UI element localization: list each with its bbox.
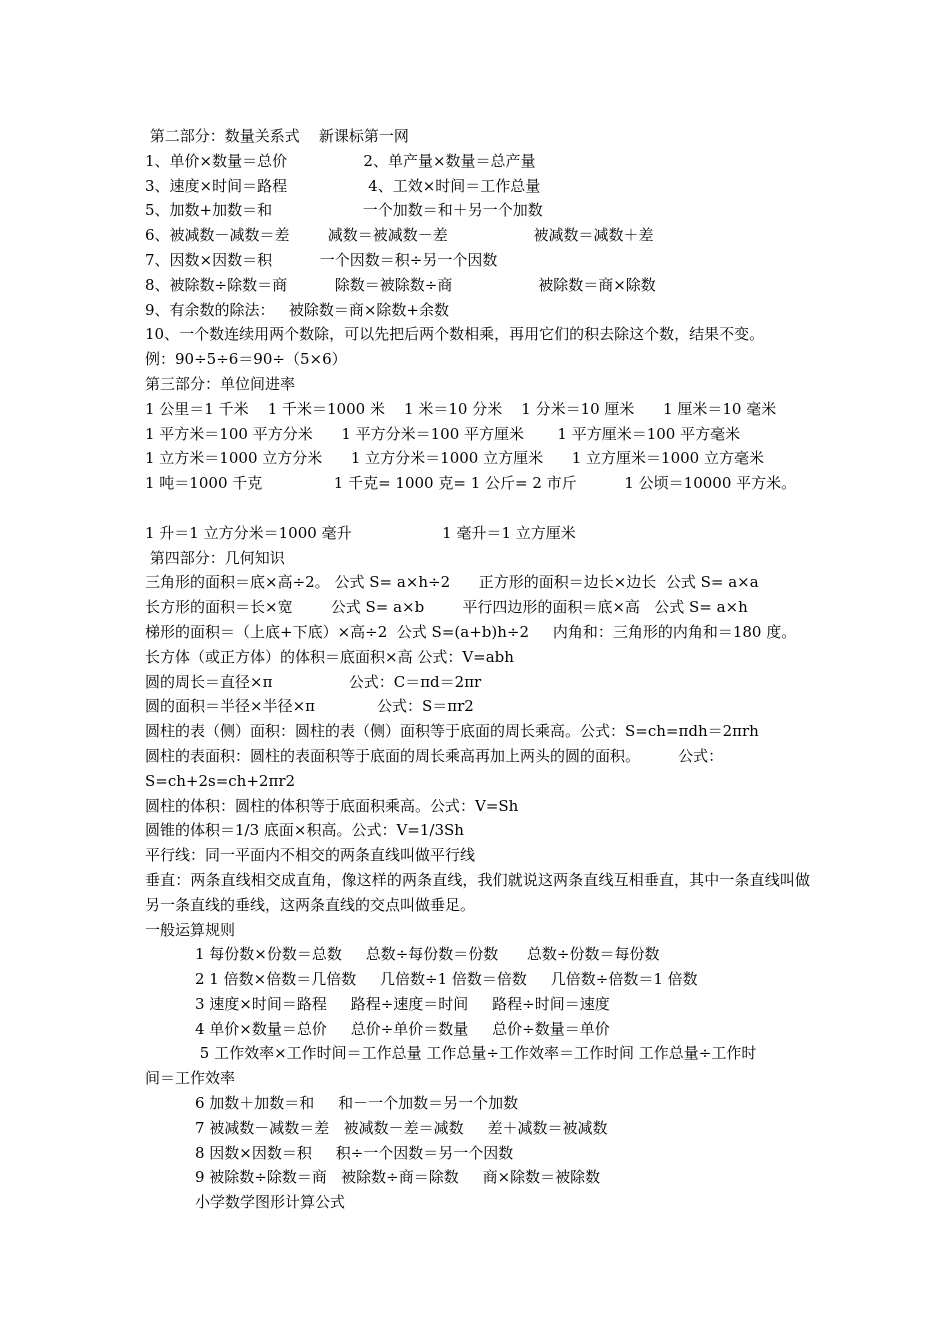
geometry-line: 梯形的面积＝（上底+下底）×高÷2 公式 S=(a+b)h÷2 内角和：三角形的内角和＝180 度。 [145, 622, 797, 641]
geometry-line: 三角形的面积＝底×高÷2。 公式 S= a×h÷2 正方形的面积＝边长×边长 公式 S= a×a [145, 573, 759, 592]
rule-item-5: 5 工作效率×工作时间＝工作总量 工作总量÷工作效率＝工作时间 工作总量÷工作时 [195, 1044, 757, 1063]
rule-item: 7 被减数－减数＝差 被减数－差＝减数 差＋减数＝被减数 [195, 1118, 608, 1137]
geometry-line: 圆柱的体积：圆柱的体积等于底面积乘高。公式：V=Sh [145, 796, 519, 815]
relation-line: 9、有余数的除法： 被除数＝商×除数+余数 [145, 300, 449, 319]
unit-line: 1 公里＝1 千米 1 千米＝1000 米 1 米＝10 分米 1 分米＝10 厘米 1 厘米＝10 毫米 [145, 399, 777, 418]
rule-item: 2 1 倍数×倍数＝几倍数 几倍数÷1 倍数＝倍数 几倍数÷倍数＝1 倍数 [195, 970, 698, 989]
rule-item-5-continued: 间＝工作效率 [145, 1069, 236, 1088]
cylinder-surface-line: 圆柱的表面积：圆柱的表面积等于底面的周长乘高再加上两头的圆的面积。 公式： [145, 746, 724, 765]
section-heading-rules: 一般运算规则 [145, 920, 236, 939]
relation-line: 1、单价×数量＝总价 2、单产量×数量＝总产量 [145, 151, 536, 170]
document-body [145, 124, 810, 1215]
relation-line: 8、被除数÷除数＝商 除数＝被除数÷商 被除数＝商×除数 [145, 275, 656, 294]
rule-item: 1 每份数×份数＝总数 总数÷每份数＝份数 总数÷份数＝每份数 [195, 945, 660, 964]
geometry-line: 平行线：同一平面内不相交的两条直线叫做平行线 [145, 846, 476, 865]
unit-line: 1 吨＝1000 千克 1 千克= 1000 克= 1 公斤= 2 市斤 1 公顷＝10000 平方米。 [145, 474, 797, 493]
cylinder-surface-formula: S=ch+2s=ch+2πr2 [145, 771, 296, 790]
geometry-line: 圆的周长＝直径×π 公式：C＝πd＝2πr [145, 672, 482, 691]
section-heading-part2: 第二部分：数量关系式 新课标第一网 [145, 127, 409, 145]
geometry-line: 圆锥的体积＝1/3 底面×积高。公式：V=1/3Sh [145, 821, 464, 840]
perpendicular-definition: 垂直：两条直线相交成直角，像这样的两条直线，我们就说这两条直线互相垂直，其中一条直线叫做另一条直线的垂线，这两条直线的交点叫做垂足。 [145, 870, 810, 914]
rule-item: 4 单价×数量＝总价 总价÷单价＝数量 总价÷数量＝单价 [195, 1019, 610, 1038]
relation-rule-10: 10、一个数连续用两个数除，可以先把后两个数相乘，再用它们的积去除这个数，结果不变。 [145, 325, 765, 344]
relation-line: 6、被减数－减数＝差 减数＝被减数－差 被减数＝减数＋差 [145, 226, 654, 245]
blank-line [145, 496, 810, 521]
footer-title: 小学数学图形计算公式 [195, 1193, 346, 1212]
unit-line: 1 平方米＝100 平方分米 1 平方分米＝100 平方厘米 1 平方厘米＝100 平方毫米 [145, 424, 741, 443]
unit-line: 1 立方米＝1000 立方分米 1 立方分米＝1000 立方厘米 1 立方厘米＝1000 立方毫米 [145, 449, 764, 468]
rule-item: 6 加数＋加数＝和 和－一个加数＝另一个加数 [195, 1094, 519, 1113]
unit-line-volume: 1 升＝1 立方分米＝1000 毫升 1 毫升＝1 立方厘米 [145, 523, 576, 542]
geometry-line: 长方形的面积＝长×宽 公式 S= a×b 平行四边形的面积＝底×高 公式 S= a×h [145, 598, 748, 617]
relation-line: 5、加数+加数＝和 一个加数＝和＋另一个加数 [145, 201, 543, 220]
geometry-line: 圆柱的表（侧）面积：圆柱的表（侧）面积等于底面的周长乘高。公式：S=ch=πdh＝2πrh [145, 722, 759, 741]
relation-example: 例：90÷5÷6＝90÷（5×6） [145, 350, 347, 369]
geometry-line: 圆的面积＝半径×半径×π 公式：S＝πr2 [145, 697, 474, 716]
relation-line: 7、因数×因数＝积 一个因数＝积÷另一个因数 [145, 250, 498, 269]
relation-line: 3、速度×时间＝路程 4、工效×时间＝工作总量 [145, 176, 541, 195]
rule-item: 8 因数×因数＝积 积÷一个因数＝另一个因数 [195, 1143, 514, 1162]
section-heading-part3: 第三部分：单位间进率 [145, 374, 296, 393]
section-heading-part4: 第四部分：几何知识 [145, 548, 285, 567]
rule-item: 9 被除数÷除数＝商 被除数÷商＝除数 商×除数＝被除数 [195, 1168, 601, 1187]
rule-item: 3 速度×时间＝路程 路程÷速度＝时间 路程÷时间＝速度 [195, 994, 610, 1013]
geometry-line: 长方体（或正方体）的体积＝底面积×高 公式：V=abh [145, 647, 514, 666]
